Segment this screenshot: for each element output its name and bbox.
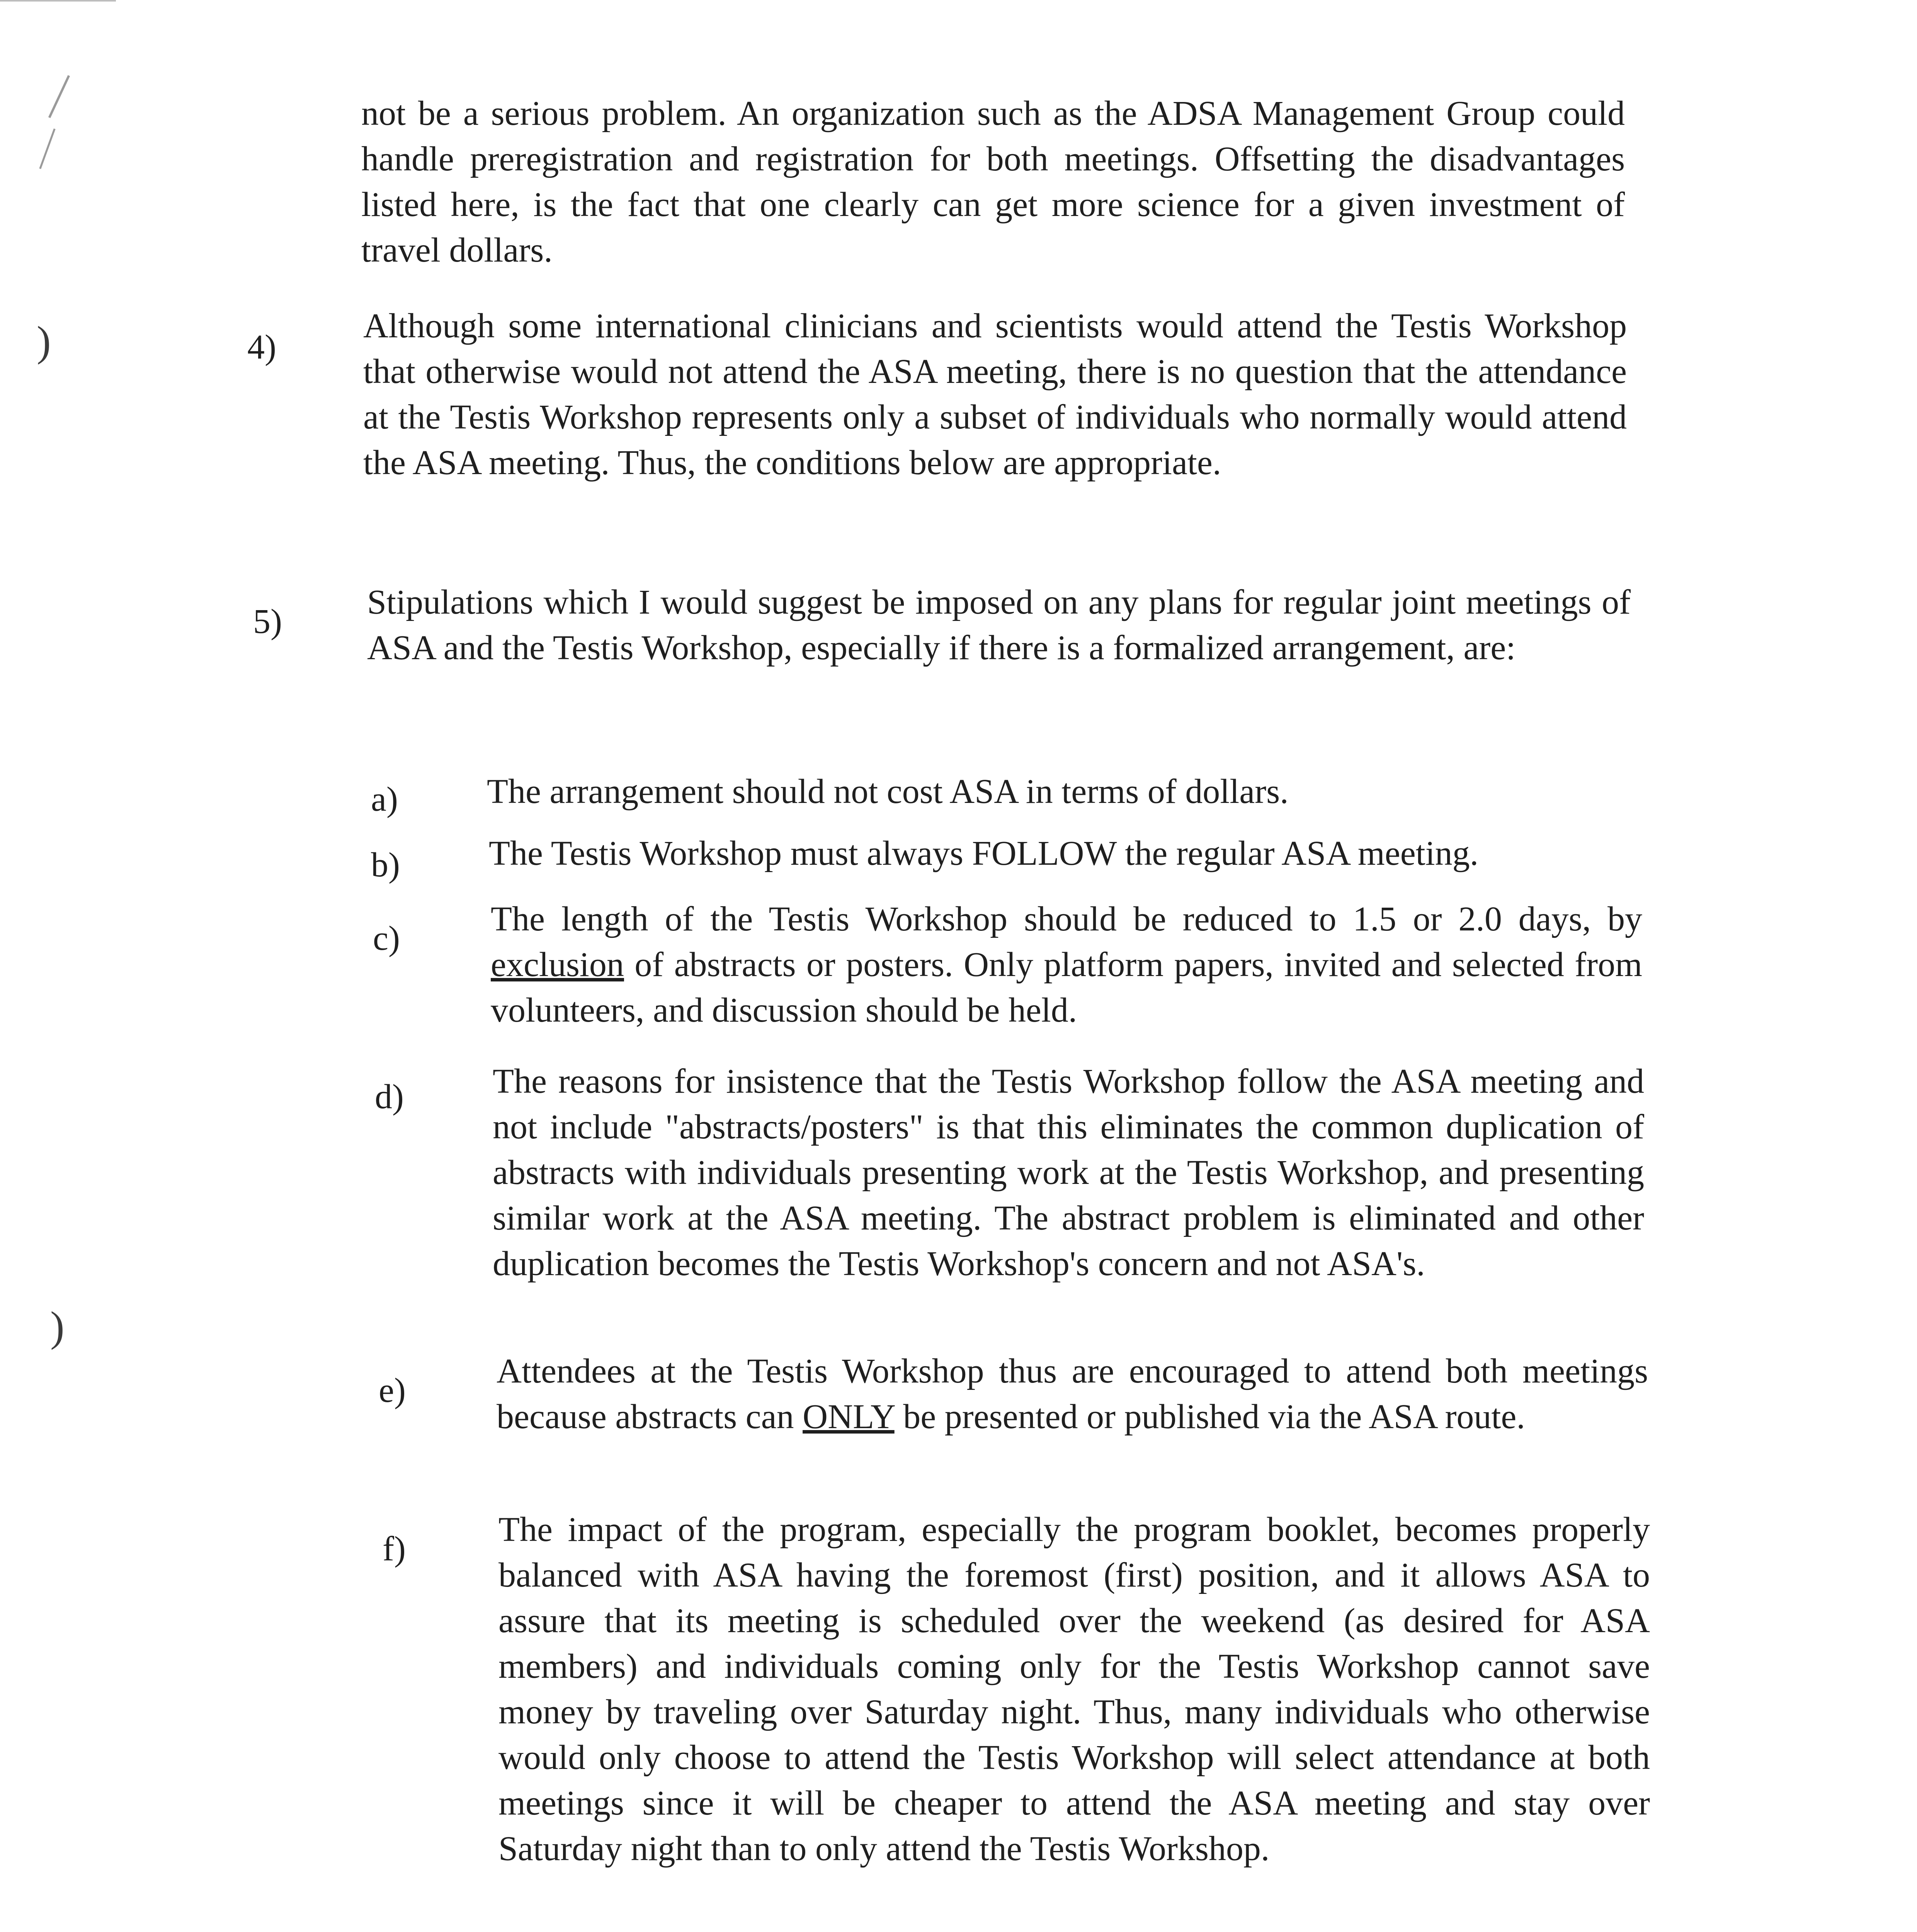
item-5-label: 5) [253,602,282,641]
sub-item-f-paragraph: The impact of the program, especially the program booklet, becomes properly balanced with ASA having the foremost (first) position, and it allows ASA to assure that its meeting is scheduled over the weekend (as desired for ASA members) and individuals coming only for the Testis Workshop cannot save money by traveling over Saturday night. Thus, many individuals who otherwise would only choose to attend the Testis Workshop will select attendance at both meetings since it will be cheaper to attend the ASA meeting and stay over Saturday night than to only attend the Testis Workshop. [498,1510,1650,1868]
item-4-paragraph: Although some international clinicians and scientists would attend the Testis Workshop that otherwise would not attend the ASA meeting, there is no question that the attendance at the Testis Workshop represents only a subset of individuals who normally would attend the ASA meeting. Thus, the conditions below are appropriate. [363,307,1627,482]
sub-item-e-text-before: Attendees at the Testis Workshop thus are encouraged to attend both meetings because abstracts can [497,1352,1648,1436]
sub-item-d-label: d) [375,1078,404,1116]
sub-item-e-text-after: be presented or published via the ASA route. [894,1398,1525,1436]
scan-artifact [48,75,70,118]
margin-bracket-mark: ) [37,318,51,365]
sub-item-c-emphasis: exclusion [491,946,624,984]
sub-item-c-text-before: The length of the Testis Workshop should be reduced to 1.5 or 2.0 days, by [491,900,1642,938]
sub-item-f-label: f) [383,1530,406,1568]
item-5-paragraph: Stipulations which I would suggest be imposed on any plans for regular joint meetings of ASA and the Testis Workshop, especially if there is a formalized arrangement, are: [367,583,1631,667]
sub-item-e-label: e) [379,1371,406,1410]
sub-item-c-text-after: of abstracts or posters. Only platform papers, invited and selected from volunteers, and discussion should be held. [491,946,1642,1029]
sub-item-c-paragraph [491,896,1642,1033]
item-4-label: 4) [247,328,276,366]
scan-artifact [39,128,55,169]
sub-item-e-emphasis: ONLY [803,1398,895,1436]
sub-item-e-paragraph [497,1349,1648,1440]
sub-item-b-label: b) [371,846,400,884]
intro-paragraph: not be a serious problem. An organization such as the ADSA Management Group could handle preregistration and registration for both meetings. Offsetting the disadvantages listed here, is the fact that one clearly can get more science for a given investment of travel dollars. [361,94,1625,269]
margin-bracket-mark: ) [50,1303,65,1350]
sub-item-c-label: c) [373,919,400,957]
sub-item-a-paragraph: The arrangement should not cost ASA in terms of dollars. [487,772,1289,811]
scan-artifact [0,0,116,2]
sub-item-b-paragraph: The Testis Workshop must always FOLLOW the regular ASA meeting. [489,834,1479,872]
sub-item-a-label: a) [371,780,398,818]
sub-item-d-paragraph: The reasons for insistence that the Testis Workshop follow the ASA meeting and not include "abstracts/posters" is that this eliminates the common duplication of abstracts with individuals presenting work at the Testis Workshop, and presenting similar work at the ASA meeting. The abstract problem is eliminated and other duplication becomes the Testis Workshop's concern and not ASA's. [493,1062,1644,1283]
